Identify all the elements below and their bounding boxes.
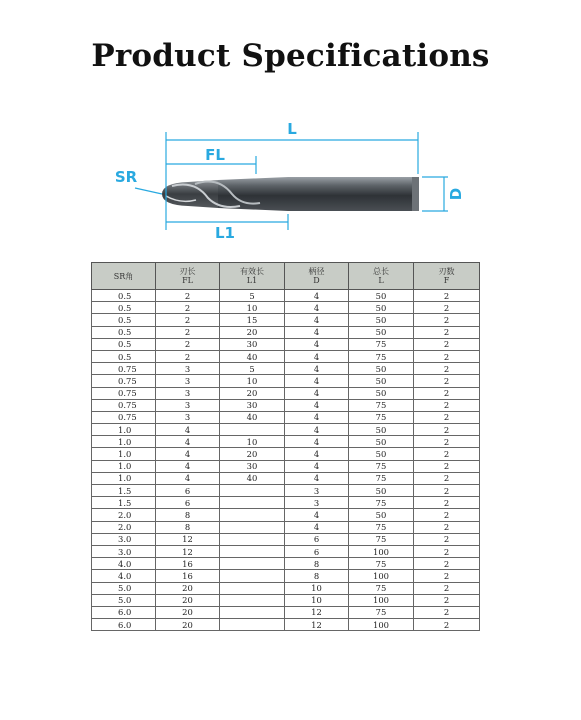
table-cell: 50 <box>349 485 414 497</box>
table-cell: 0.5 <box>92 338 156 350</box>
table-cell: 1.0 <box>92 460 156 472</box>
table-cell: 15 <box>220 314 285 326</box>
table-cell: 2 <box>414 497 480 509</box>
table-cell: 6 <box>156 497 220 509</box>
table-cell: 50 <box>349 326 414 338</box>
table-cell: 1.5 <box>92 485 156 497</box>
table-cell: 50 <box>349 302 414 314</box>
table-cell <box>220 533 285 545</box>
table-cell: 50 <box>349 290 414 302</box>
table-cell: 4 <box>285 363 349 375</box>
column-header-label: 刃数 <box>438 267 455 276</box>
table-cell: 2 <box>414 570 480 582</box>
table-cell: 1.0 <box>92 448 156 460</box>
table-row <box>92 338 480 350</box>
table-cell: 20 <box>220 387 285 399</box>
table-cell: 6.0 <box>92 619 156 631</box>
table-cell: 0.5 <box>92 314 156 326</box>
table-cell: 2 <box>414 411 480 423</box>
table-cell: 4 <box>156 424 220 436</box>
table-cell: 75 <box>349 533 414 545</box>
table-cell: 8 <box>285 570 349 582</box>
table-row <box>92 424 480 436</box>
table-cell: 100 <box>349 619 414 631</box>
table-cell: 10 <box>285 594 349 606</box>
table-cell: 2 <box>414 302 480 314</box>
table-cell: 2 <box>414 314 480 326</box>
table-cell: 20 <box>156 619 220 631</box>
table-row <box>92 350 480 362</box>
table-cell: 5.0 <box>92 582 156 594</box>
table-cell: 0.5 <box>92 290 156 302</box>
table-cell: 2.0 <box>92 509 156 521</box>
table-row <box>92 399 480 411</box>
table-cell: 4 <box>285 350 349 362</box>
table-cell: 3 <box>156 411 220 423</box>
table-cell: 0.75 <box>92 375 156 387</box>
table-cell: 4 <box>285 326 349 338</box>
table-cell: 20 <box>156 594 220 606</box>
table-cell: 40 <box>220 411 285 423</box>
table-cell <box>220 606 285 618</box>
table-cell: 8 <box>156 521 220 533</box>
table-cell: 4 <box>285 472 349 484</box>
table-cell: 3 <box>156 387 220 399</box>
spec-table <box>91 262 480 631</box>
label-FL: FL <box>205 146 225 164</box>
table-cell: 2 <box>156 302 220 314</box>
table-cell: 0.5 <box>92 350 156 362</box>
column-header <box>220 263 285 290</box>
table-cell <box>220 570 285 582</box>
table-row <box>92 582 480 594</box>
table-cell: 2 <box>414 545 480 557</box>
table-cell: 1.5 <box>92 497 156 509</box>
table-row <box>92 387 480 399</box>
table-cell: 2 <box>414 424 480 436</box>
table-cell: 4 <box>285 448 349 460</box>
table-cell <box>220 485 285 497</box>
table-row <box>92 363 480 375</box>
column-header <box>349 263 414 290</box>
table-cell: 75 <box>349 558 414 570</box>
table-cell: 4 <box>285 509 349 521</box>
table-row <box>92 314 480 326</box>
table-cell: 40 <box>220 472 285 484</box>
table-cell: 75 <box>349 399 414 411</box>
table-cell: 3.0 <box>92 545 156 557</box>
table-cell: 2 <box>414 619 480 631</box>
table-cell: 10 <box>220 302 285 314</box>
table-row <box>92 485 480 497</box>
table-row <box>92 558 480 570</box>
table-cell: 100 <box>349 570 414 582</box>
table-cell: 100 <box>349 545 414 557</box>
table-cell: 2 <box>414 509 480 521</box>
table-cell: 4 <box>285 399 349 411</box>
table-cell: 3 <box>285 485 349 497</box>
table-cell: 4.0 <box>92 558 156 570</box>
table-cell: 4 <box>156 472 220 484</box>
table-cell: 2 <box>156 290 220 302</box>
table-row <box>92 619 480 631</box>
table-cell: 50 <box>349 448 414 460</box>
table-cell: 50 <box>349 436 414 448</box>
column-header <box>414 263 480 290</box>
label-L1: L1 <box>215 224 235 242</box>
column-header <box>92 263 156 290</box>
table-row <box>92 326 480 338</box>
table-row <box>92 606 480 618</box>
table-cell <box>220 424 285 436</box>
table-cell: 50 <box>349 375 414 387</box>
table-row <box>92 570 480 582</box>
table-cell: 4 <box>285 411 349 423</box>
table-cell: 75 <box>349 582 414 594</box>
table-cell <box>220 521 285 533</box>
column-header <box>156 263 220 290</box>
column-header-symbol: F <box>443 276 450 285</box>
table-row <box>92 460 480 472</box>
table-row <box>92 472 480 484</box>
table-cell: 8 <box>285 558 349 570</box>
table-cell: 2 <box>414 436 480 448</box>
table-row <box>92 533 480 545</box>
table-cell: 75 <box>349 472 414 484</box>
table-row <box>92 302 480 314</box>
table-cell: 6 <box>156 485 220 497</box>
table-cell: 4 <box>156 448 220 460</box>
table-cell: 3 <box>156 399 220 411</box>
table-cell: 12 <box>156 545 220 557</box>
table-cell: 40 <box>220 350 285 362</box>
column-header-label: 总长 <box>373 267 389 276</box>
table-cell: 4 <box>285 521 349 533</box>
table-cell: 2 <box>156 338 220 350</box>
column-header-label: 有效长 <box>240 267 264 276</box>
table-header-row <box>92 263 480 290</box>
table-cell: 75 <box>349 497 414 509</box>
table-cell: 50 <box>349 424 414 436</box>
label-SR: SR <box>114 168 138 186</box>
table-cell: 6 <box>285 533 349 545</box>
table-cell: 16 <box>156 558 220 570</box>
table-cell <box>220 582 285 594</box>
table-row <box>92 375 480 387</box>
table-cell: 75 <box>349 521 414 533</box>
table-cell <box>220 545 285 557</box>
table-cell: 50 <box>349 509 414 521</box>
table-cell: 2 <box>414 582 480 594</box>
table-cell: 2 <box>156 326 220 338</box>
table-cell: 2 <box>414 594 480 606</box>
table-cell: 3 <box>156 375 220 387</box>
table-row <box>92 497 480 509</box>
table-cell: 12 <box>285 606 349 618</box>
table-cell: 3 <box>285 497 349 509</box>
table-cell: 4 <box>285 424 349 436</box>
column-header-label: 刃长 <box>179 267 196 276</box>
table-cell: 75 <box>349 338 414 350</box>
column-header-label: 柄径 <box>308 267 325 276</box>
table-cell: 50 <box>349 314 414 326</box>
table-cell: 5.0 <box>92 594 156 606</box>
table-cell: 2 <box>414 326 480 338</box>
table-cell: 0.75 <box>92 399 156 411</box>
table-cell <box>220 558 285 570</box>
table-row <box>92 436 480 448</box>
table-cell: 2 <box>414 448 480 460</box>
table-cell: 3.0 <box>92 533 156 545</box>
label-D: D <box>447 187 465 201</box>
table-cell: 2 <box>414 338 480 350</box>
table-cell: 4 <box>285 338 349 350</box>
table-cell: 75 <box>349 460 414 472</box>
table-cell <box>220 509 285 521</box>
table-cell: 2 <box>414 485 480 497</box>
table-cell: 2 <box>156 314 220 326</box>
table-cell: 3 <box>156 363 220 375</box>
table-cell: 1.0 <box>92 436 156 448</box>
table-cell: 5 <box>220 290 285 302</box>
table-cell: 20 <box>156 606 220 618</box>
column-header-symbol: L <box>378 276 384 285</box>
table-cell: 2 <box>414 558 480 570</box>
table-cell: 50 <box>349 387 414 399</box>
table-cell: 75 <box>349 606 414 618</box>
table-cell: 2 <box>414 460 480 472</box>
table-cell: 75 <box>349 350 414 362</box>
table-cell: 4 <box>285 290 349 302</box>
table-cell: 2 <box>414 375 480 387</box>
table-row <box>92 594 480 606</box>
table-cell: 2 <box>156 350 220 362</box>
table-cell: 12 <box>285 619 349 631</box>
table-cell: 0.75 <box>92 411 156 423</box>
table-cell: 4 <box>285 302 349 314</box>
table-cell <box>220 497 285 509</box>
table-cell: 75 <box>349 411 414 423</box>
table-row <box>92 521 480 533</box>
table-row <box>92 509 480 521</box>
table-cell: 2 <box>414 521 480 533</box>
tool-body <box>162 177 419 211</box>
table-cell: 4 <box>156 436 220 448</box>
table-cell: 2 <box>414 533 480 545</box>
table-cell: 0.75 <box>92 387 156 399</box>
table-cell: 6.0 <box>92 606 156 618</box>
table-row <box>92 290 480 302</box>
table-cell: 6 <box>285 545 349 557</box>
table-row <box>92 448 480 460</box>
table-cell: 20 <box>220 326 285 338</box>
table-row <box>92 545 480 557</box>
table-cell: 2 <box>414 350 480 362</box>
table-cell: 2 <box>414 387 480 399</box>
table-cell: 4 <box>285 387 349 399</box>
table-cell: 4 <box>285 375 349 387</box>
table-cell: 0.5 <box>92 302 156 314</box>
end-mill-diagram <box>100 110 480 250</box>
table-cell: 2 <box>414 290 480 302</box>
table-cell: 50 <box>349 363 414 375</box>
table-cell: 4 <box>156 460 220 472</box>
column-header-symbol: D <box>313 276 320 285</box>
table-cell: 4.0 <box>92 570 156 582</box>
table-cell: 4 <box>285 436 349 448</box>
table-cell: 10 <box>285 582 349 594</box>
table-cell <box>220 619 285 631</box>
table-cell: 0.5 <box>92 326 156 338</box>
page-title: Product Specifications <box>91 38 490 74</box>
table-cell: 100 <box>349 594 414 606</box>
table-cell: 30 <box>220 399 285 411</box>
label-L: L <box>287 120 297 138</box>
table-cell: 20 <box>220 448 285 460</box>
column-header-label: SR角 <box>113 271 134 281</box>
table-cell: 2 <box>414 472 480 484</box>
table-cell: 1.0 <box>92 424 156 436</box>
table-cell: 0.75 <box>92 363 156 375</box>
table-cell: 2 <box>414 606 480 618</box>
table-cell: 20 <box>156 582 220 594</box>
table-cell: 1.0 <box>92 472 156 484</box>
table-cell: 12 <box>156 533 220 545</box>
table-cell: 16 <box>156 570 220 582</box>
table-cell: 4 <box>285 314 349 326</box>
table-cell: 2 <box>414 399 480 411</box>
column-header-symbol: L1 <box>246 276 258 285</box>
column-header <box>285 263 349 290</box>
table-cell <box>220 594 285 606</box>
table-cell: 2 <box>414 363 480 375</box>
table-cell: 10 <box>220 375 285 387</box>
table-cell: 5 <box>220 363 285 375</box>
table-cell: 10 <box>220 436 285 448</box>
table-cell: 8 <box>156 509 220 521</box>
table-row <box>92 411 480 423</box>
column-header-symbol: FL <box>182 276 193 285</box>
table-cell: 4 <box>285 460 349 472</box>
table-cell: 30 <box>220 338 285 350</box>
table-cell: 2.0 <box>92 521 156 533</box>
table-cell: 30 <box>220 460 285 472</box>
